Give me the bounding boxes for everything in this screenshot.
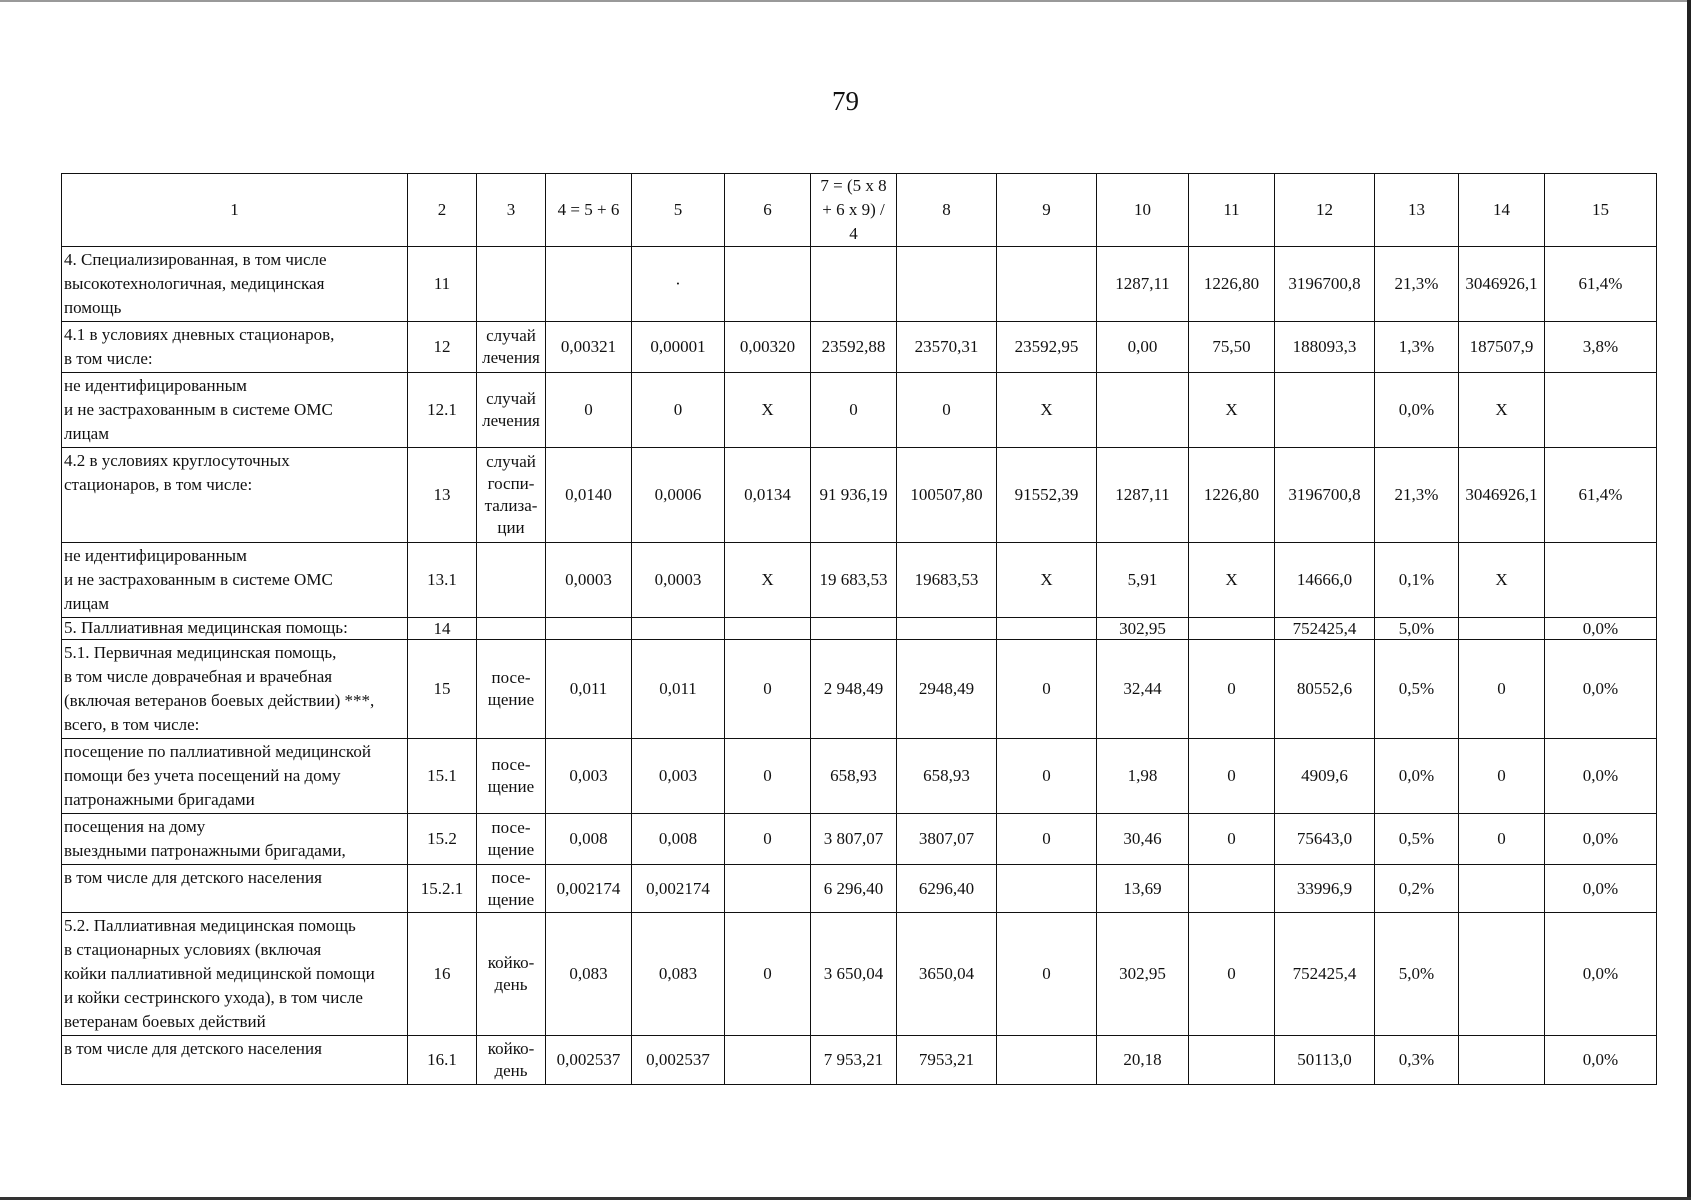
cell-col-4: 0,002537 bbox=[546, 1036, 632, 1085]
cell-col-9 bbox=[997, 1036, 1097, 1085]
cell-col-6: 0 bbox=[725, 640, 811, 739]
cell-col-9: 0 bbox=[997, 739, 1097, 814]
header-cell-1: 1 bbox=[62, 174, 408, 247]
cell-col-11 bbox=[1189, 865, 1275, 913]
cell-col-2: 14 bbox=[408, 618, 477, 640]
cell-col-13: 0,5% bbox=[1375, 814, 1459, 865]
cell-col-10: 302,95 bbox=[1097, 913, 1189, 1036]
header-cell-3: 3 bbox=[477, 174, 546, 247]
cell-col-13: 0,5% bbox=[1375, 640, 1459, 739]
cell-col-12: 188093,3 bbox=[1275, 322, 1375, 373]
cell-col-10: 5,91 bbox=[1097, 543, 1189, 618]
cell-col-12: 3196700,8 bbox=[1275, 247, 1375, 322]
cell-col-9 bbox=[997, 865, 1097, 913]
cell-col-8: 100507,80 bbox=[897, 448, 997, 543]
header-cell-12: 12 bbox=[1275, 174, 1375, 247]
table-row bbox=[62, 739, 1657, 814]
cell-col-4: 0,0003 bbox=[546, 543, 632, 618]
cell-col-10: 1,98 bbox=[1097, 739, 1189, 814]
cell-col-8: 3807,07 bbox=[897, 814, 997, 865]
cell-col-2: 15.2 bbox=[408, 814, 477, 865]
cell-col-2: 15 bbox=[408, 640, 477, 739]
cell-col-3: посе- щение bbox=[477, 814, 546, 865]
cell-col-7 bbox=[811, 618, 897, 640]
table-body bbox=[62, 247, 1657, 1085]
cell-col-12: 50113,0 bbox=[1275, 1036, 1375, 1085]
cell-col-5: 0 bbox=[632, 373, 725, 448]
cell-col-11: 1226,80 bbox=[1189, 448, 1275, 543]
cell-col-14: 3046926,1 bbox=[1459, 448, 1545, 543]
cell-col-5: 0,011 bbox=[632, 640, 725, 739]
cell-col-14: Х bbox=[1459, 373, 1545, 448]
cell-col-2: 12 bbox=[408, 322, 477, 373]
cell-col-2: 15.2.1 bbox=[408, 865, 477, 913]
header-cell-15: 15 bbox=[1545, 174, 1657, 247]
cell-col-6: 0 bbox=[725, 739, 811, 814]
cell-col-10: 30,46 bbox=[1097, 814, 1189, 865]
cell-col-14: 0 bbox=[1459, 739, 1545, 814]
cell-col-13: 0,0% bbox=[1375, 373, 1459, 448]
cell-col-2: 13.1 bbox=[408, 543, 477, 618]
cell-col-12: 752425,4 bbox=[1275, 913, 1375, 1036]
row-name-cell: не идентифицированным и не застрахованным в системе ОМС лицам bbox=[62, 373, 408, 448]
cell-col-6: 0 bbox=[725, 814, 811, 865]
table-row bbox=[62, 448, 1657, 543]
cell-col-15: 61,4% bbox=[1545, 448, 1657, 543]
cell-col-15 bbox=[1545, 543, 1657, 618]
cell-col-9 bbox=[997, 247, 1097, 322]
cell-col-5: 0,083 bbox=[632, 913, 725, 1036]
table-row bbox=[62, 322, 1657, 373]
table-row bbox=[62, 373, 1657, 448]
cell-col-14: 0 bbox=[1459, 640, 1545, 739]
cell-col-13: 5,0% bbox=[1375, 618, 1459, 640]
cell-col-15: 0,0% bbox=[1545, 814, 1657, 865]
table-row bbox=[62, 247, 1657, 322]
row-name-cell: в том числе для детского населения bbox=[62, 865, 408, 913]
cell-col-15: 0,0% bbox=[1545, 640, 1657, 739]
cell-col-6 bbox=[725, 1036, 811, 1085]
cell-col-12 bbox=[1275, 373, 1375, 448]
cell-col-7: 91 936,19 bbox=[811, 448, 897, 543]
cell-col-4: 0,083 bbox=[546, 913, 632, 1036]
cell-col-12: 14666,0 bbox=[1275, 543, 1375, 618]
cell-col-14 bbox=[1459, 618, 1545, 640]
cell-col-10: 1287,11 bbox=[1097, 448, 1189, 543]
cell-col-4 bbox=[546, 618, 632, 640]
cell-col-12: 33996,9 bbox=[1275, 865, 1375, 913]
header-cell-4: 4 = 5 + 6 bbox=[546, 174, 632, 247]
cell-col-4: 0,011 bbox=[546, 640, 632, 739]
cell-col-15: 61,4% bbox=[1545, 247, 1657, 322]
cell-col-6: 0,00320 bbox=[725, 322, 811, 373]
cell-col-13: 0,0% bbox=[1375, 739, 1459, 814]
cell-col-3: случай лечения bbox=[477, 373, 546, 448]
cell-col-4 bbox=[546, 247, 632, 322]
cell-col-9: Х bbox=[997, 373, 1097, 448]
cell-col-13: 5,0% bbox=[1375, 913, 1459, 1036]
row-name-cell: 5.1. Первичная медицинская помощь, в том числе доврачебная и врачебная (включая ветеранов боевых действии) ***, всего, в том числе: bbox=[62, 640, 408, 739]
cell-col-5: 0,002537 bbox=[632, 1036, 725, 1085]
cell-col-15: 0,0% bbox=[1545, 618, 1657, 640]
cell-col-10 bbox=[1097, 373, 1189, 448]
cell-col-14: 0 bbox=[1459, 814, 1545, 865]
row-name-cell: 5. Паллиативная медицинская помощь: bbox=[62, 618, 408, 640]
row-name-cell: в том числе для детского населения bbox=[62, 1036, 408, 1085]
row-name-cell: посещение по паллиативной медицинской помощи без учета посещений на дому патронажными бригадами bbox=[62, 739, 408, 814]
cell-col-6: Х bbox=[725, 373, 811, 448]
cell-col-3 bbox=[477, 543, 546, 618]
cell-col-2: 16 bbox=[408, 913, 477, 1036]
cell-col-7: 2 948,49 bbox=[811, 640, 897, 739]
cell-col-9: 0 bbox=[997, 913, 1097, 1036]
row-name-cell: не идентифицированным и не застрахованным в системе ОМС лицам bbox=[62, 543, 408, 618]
cell-col-5: 0,0006 bbox=[632, 448, 725, 543]
cell-col-7: 3 650,04 bbox=[811, 913, 897, 1036]
cell-col-2: 15.1 bbox=[408, 739, 477, 814]
header-cell-7: 7 = (5 х 8 + 6 х 9) / 4 bbox=[811, 174, 897, 247]
cell-col-11: 0 bbox=[1189, 640, 1275, 739]
cell-col-7: 6 296,40 bbox=[811, 865, 897, 913]
cell-col-9: 0 bbox=[997, 814, 1097, 865]
cell-col-11: 0 bbox=[1189, 739, 1275, 814]
cell-col-5: 0,008 bbox=[632, 814, 725, 865]
cell-col-6: 0,0134 bbox=[725, 448, 811, 543]
cell-col-5: 0,003 bbox=[632, 739, 725, 814]
cell-col-8 bbox=[897, 247, 997, 322]
cell-col-4: 0 bbox=[546, 373, 632, 448]
cell-col-3: койко- день bbox=[477, 1036, 546, 1085]
cell-col-2: 16.1 bbox=[408, 1036, 477, 1085]
cell-col-14 bbox=[1459, 1036, 1545, 1085]
cell-col-13: 21,3% bbox=[1375, 247, 1459, 322]
cell-col-8: 658,93 bbox=[897, 739, 997, 814]
cell-col-9 bbox=[997, 618, 1097, 640]
table-row bbox=[62, 543, 1657, 618]
header-cell-13: 13 bbox=[1375, 174, 1459, 247]
cell-col-3: посе- щение bbox=[477, 739, 546, 814]
cell-col-3: посе- щение bbox=[477, 640, 546, 739]
cell-col-5: · bbox=[632, 247, 725, 322]
cell-col-14: Х bbox=[1459, 543, 1545, 618]
cell-col-15: 0,0% bbox=[1545, 865, 1657, 913]
header-cell-6: 6 bbox=[725, 174, 811, 247]
cell-col-8: 23570,31 bbox=[897, 322, 997, 373]
cell-col-7: 7 953,21 bbox=[811, 1036, 897, 1085]
cell-col-4: 0,002174 bbox=[546, 865, 632, 913]
cell-col-15: 0,0% bbox=[1545, 739, 1657, 814]
cell-col-5: 0,00001 bbox=[632, 322, 725, 373]
cell-col-14: 187507,9 bbox=[1459, 322, 1545, 373]
cell-col-3: посе- щение bbox=[477, 865, 546, 913]
cell-col-14 bbox=[1459, 865, 1545, 913]
cell-col-2: 12.1 bbox=[408, 373, 477, 448]
cell-col-11: 1226,80 bbox=[1189, 247, 1275, 322]
header-cell-8: 8 bbox=[897, 174, 997, 247]
cell-col-5 bbox=[632, 618, 725, 640]
scan-edge-right bbox=[1687, 0, 1691, 1200]
table-row bbox=[62, 640, 1657, 739]
cell-col-3: койко- день bbox=[477, 913, 546, 1036]
cell-col-8: 6296,40 bbox=[897, 865, 997, 913]
cell-col-5: 0,0003 bbox=[632, 543, 725, 618]
cell-col-6: 0 bbox=[725, 913, 811, 1036]
cell-col-4: 0,003 bbox=[546, 739, 632, 814]
row-name-cell: посещения на дому выездными патронажными бригадами, bbox=[62, 814, 408, 865]
cell-col-5: 0,002174 bbox=[632, 865, 725, 913]
cell-col-4: 0,0140 bbox=[546, 448, 632, 543]
header-cell-5: 5 bbox=[632, 174, 725, 247]
table-row bbox=[62, 1036, 1657, 1085]
cell-col-15: 0,0% bbox=[1545, 913, 1657, 1036]
cell-col-15: 3,8% bbox=[1545, 322, 1657, 373]
cell-col-9: 0 bbox=[997, 640, 1097, 739]
cell-col-10: 302,95 bbox=[1097, 618, 1189, 640]
cell-col-12: 752425,4 bbox=[1275, 618, 1375, 640]
cell-col-10: 0,00 bbox=[1097, 322, 1189, 373]
cell-col-15: 0,0% bbox=[1545, 1036, 1657, 1085]
scan-edge-top bbox=[0, 0, 1691, 2]
data-table bbox=[61, 173, 1657, 1085]
cell-col-11: 75,50 bbox=[1189, 322, 1275, 373]
cell-col-8 bbox=[897, 618, 997, 640]
cell-col-8: 2948,49 bbox=[897, 640, 997, 739]
header-cell-10: 10 bbox=[1097, 174, 1189, 247]
cell-col-3: случай лечения bbox=[477, 322, 546, 373]
cell-col-7: 23592,88 bbox=[811, 322, 897, 373]
cell-col-8: 7953,21 bbox=[897, 1036, 997, 1085]
cell-col-6 bbox=[725, 865, 811, 913]
cell-col-7: 3 807,07 bbox=[811, 814, 897, 865]
cell-col-4: 0,008 bbox=[546, 814, 632, 865]
cell-col-7 bbox=[811, 247, 897, 322]
table-row bbox=[62, 814, 1657, 865]
cell-col-8: 3650,04 bbox=[897, 913, 997, 1036]
cell-col-10: 1287,11 bbox=[1097, 247, 1189, 322]
cell-col-7: 19 683,53 bbox=[811, 543, 897, 618]
table-row bbox=[62, 913, 1657, 1036]
cell-col-12: 75643,0 bbox=[1275, 814, 1375, 865]
cell-col-2: 13 bbox=[408, 448, 477, 543]
page-number: 79 bbox=[832, 86, 859, 116]
cell-col-13: 0,1% bbox=[1375, 543, 1459, 618]
cell-col-10: 32,44 bbox=[1097, 640, 1189, 739]
cell-col-7: 0 bbox=[811, 373, 897, 448]
cell-col-12: 80552,6 bbox=[1275, 640, 1375, 739]
header-cell-11: 11 bbox=[1189, 174, 1275, 247]
cell-col-10: 20,18 bbox=[1097, 1036, 1189, 1085]
header-cell-14: 14 bbox=[1459, 174, 1545, 247]
cell-col-8: 19683,53 bbox=[897, 543, 997, 618]
cell-col-6 bbox=[725, 618, 811, 640]
cell-col-12: 3196700,8 bbox=[1275, 448, 1375, 543]
cell-col-13: 1,3% bbox=[1375, 322, 1459, 373]
cell-col-7: 658,93 bbox=[811, 739, 897, 814]
row-name-cell: 4.2 в условиях круглосуточных стационаров, в том числе: bbox=[62, 448, 408, 543]
table-row bbox=[62, 618, 1657, 640]
cell-col-3 bbox=[477, 247, 546, 322]
header-cell-2: 2 bbox=[408, 174, 477, 247]
cell-col-6: Х bbox=[725, 543, 811, 618]
cell-col-12: 4909,6 bbox=[1275, 739, 1375, 814]
table-header-row bbox=[62, 174, 1657, 247]
row-name-cell: 5.2. Паллиативная медицинская помощь в стационарных условиях (включая койки паллиативной медицинской помощи и койки сестринского ухода), в том числе ветеранам боевых действий bbox=[62, 913, 408, 1036]
cell-col-9: Х bbox=[997, 543, 1097, 618]
cell-col-11: Х bbox=[1189, 543, 1275, 618]
cell-col-3: случай госпи- тализа- ции bbox=[477, 448, 546, 543]
cell-col-13: 0,3% bbox=[1375, 1036, 1459, 1085]
cell-col-14: 3046926,1 bbox=[1459, 247, 1545, 322]
table-row bbox=[62, 865, 1657, 913]
cell-col-11: 0 bbox=[1189, 814, 1275, 865]
cell-col-2: 11 bbox=[408, 247, 477, 322]
cell-col-6 bbox=[725, 247, 811, 322]
cell-col-8: 0 bbox=[897, 373, 997, 448]
row-name-cell: 4. Специализированная, в том числе высокотехнологичная, медицинская помощь bbox=[62, 247, 408, 322]
cell-col-13: 21,3% bbox=[1375, 448, 1459, 543]
cell-col-15 bbox=[1545, 373, 1657, 448]
cell-col-11: 0 bbox=[1189, 913, 1275, 1036]
cell-col-11 bbox=[1189, 1036, 1275, 1085]
cell-col-9: 23592,95 bbox=[997, 322, 1097, 373]
cell-col-9: 91552,39 bbox=[997, 448, 1097, 543]
cell-col-10: 13,69 bbox=[1097, 865, 1189, 913]
cell-col-4: 0,00321 bbox=[546, 322, 632, 373]
row-name-cell: 4.1 в условиях дневных стационаров, в том числе: bbox=[62, 322, 408, 373]
cell-col-14 bbox=[1459, 913, 1545, 1036]
cell-col-13: 0,2% bbox=[1375, 865, 1459, 913]
cell-col-11: Х bbox=[1189, 373, 1275, 448]
cell-col-11 bbox=[1189, 618, 1275, 640]
header-cell-9: 9 bbox=[997, 174, 1097, 247]
cell-col-3 bbox=[477, 618, 546, 640]
